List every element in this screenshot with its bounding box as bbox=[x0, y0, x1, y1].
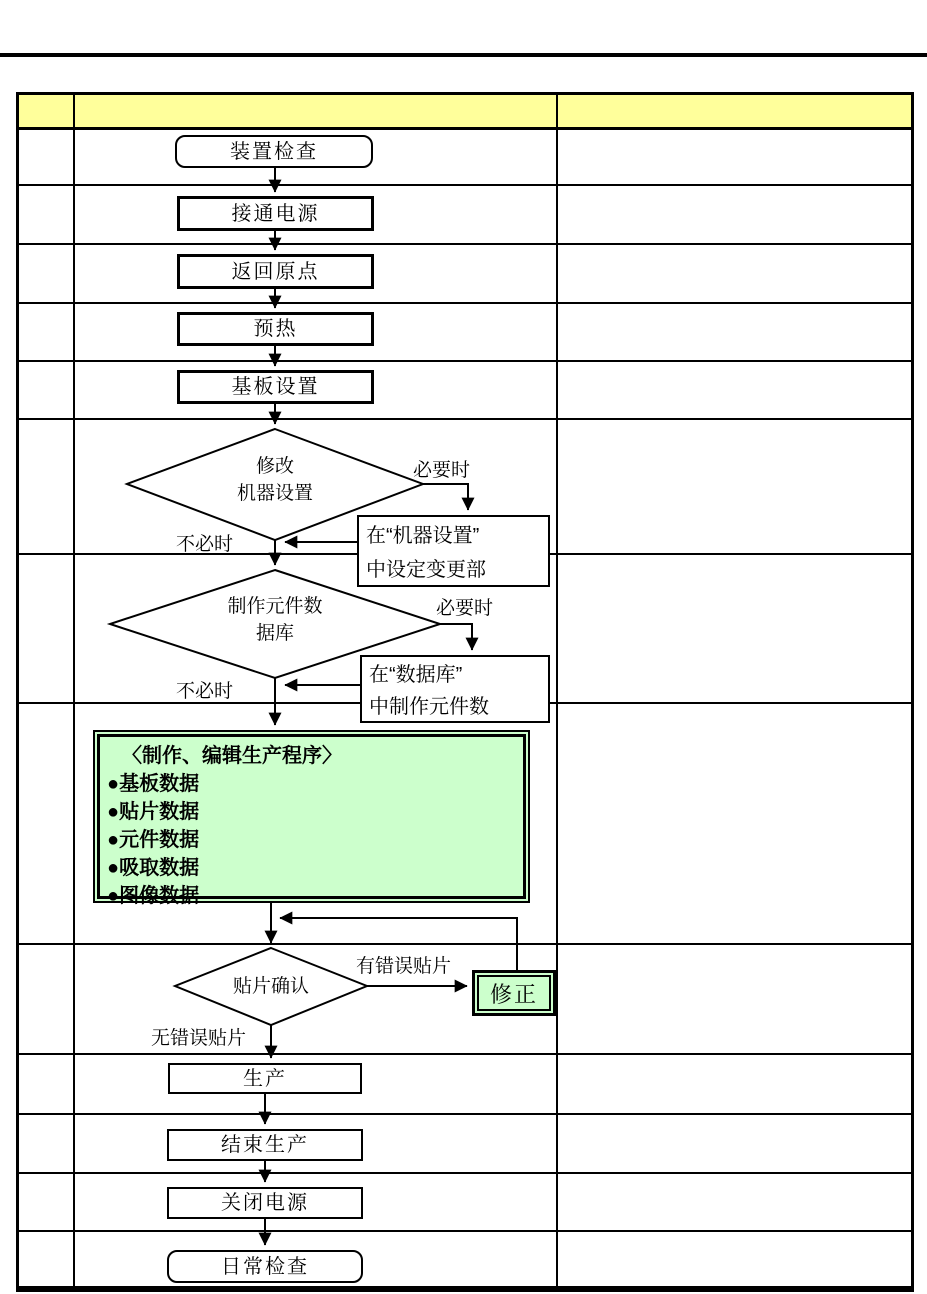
decision-placement-check-text: 贴片确认 bbox=[232, 976, 309, 997]
branch-label-has-error: 有错误贴片 bbox=[356, 956, 452, 977]
program-edit-item-placement-data: ●贴片数据 bbox=[107, 801, 200, 823]
branch-label-no-error: 无错误贴片 bbox=[151, 1028, 247, 1049]
program-edit-item-component-data: ●元件数据 bbox=[107, 829, 200, 851]
correction-box bbox=[472, 970, 556, 1016]
note-box-machine-settings-line2: 中设定变更部 bbox=[366, 559, 486, 581]
branch-decision1-yes-line bbox=[423, 484, 468, 510]
decision-machine-settings-line1: 修改 bbox=[255, 456, 294, 477]
process-box-power-on: 接通电源 bbox=[177, 196, 374, 231]
decision-machine-settings-line2: 机器设置 bbox=[236, 483, 313, 504]
note-box-database-line1: 在“数据库” bbox=[369, 664, 463, 686]
process-box-end-production: 结束生产 bbox=[167, 1129, 363, 1161]
note-box-database bbox=[360, 655, 550, 723]
decision-component-database-text bbox=[145, 593, 405, 647]
branch-decision2-yes-line bbox=[440, 624, 472, 650]
branch-label-not-necessary-1: 不必时 bbox=[176, 534, 234, 555]
branch-label-necessary-1: 必要时 bbox=[413, 460, 471, 481]
note-box-machine-settings-line1: 在“机器设置” bbox=[366, 525, 480, 547]
branch-label-necessary-2: 必要时 bbox=[436, 598, 494, 619]
process-box-daily-inspection: 日常检查 bbox=[167, 1250, 363, 1283]
correction-box-label: 修正 bbox=[477, 975, 551, 1011]
note-box-machine-settings bbox=[357, 515, 550, 587]
note-box-database-line2: 中制作元件数 bbox=[369, 696, 489, 718]
decision-component-database-line2: 据库 bbox=[255, 623, 294, 644]
decision-component-database-line1: 制作元件数 bbox=[227, 596, 323, 617]
program-edit-title: 〈制作、编辑生产程序〉 bbox=[122, 745, 342, 767]
program-edit-item-pickup-data: ●吸取数据 bbox=[107, 857, 200, 879]
process-box-device-inspection: 装置检查 bbox=[175, 135, 373, 168]
decision-machine-settings-text bbox=[175, 453, 375, 507]
process-box-preheat: 预热 bbox=[177, 312, 374, 346]
process-box-board-setup: 基板设置 bbox=[177, 370, 374, 404]
process-box-production: 生产 bbox=[168, 1063, 362, 1094]
process-box-power-off: 关闭电源 bbox=[167, 1187, 363, 1219]
program-edit-item-board-data: ●基板数据 bbox=[107, 773, 200, 795]
process-box-return-origin: 返回原点 bbox=[177, 254, 374, 289]
program-edit-box bbox=[93, 730, 530, 907]
program-edit-item-image-data: ●图像数据 bbox=[107, 885, 200, 907]
branch-label-not-necessary-2: 不必时 bbox=[176, 681, 234, 702]
program-edit-box-inner bbox=[97, 734, 526, 907]
